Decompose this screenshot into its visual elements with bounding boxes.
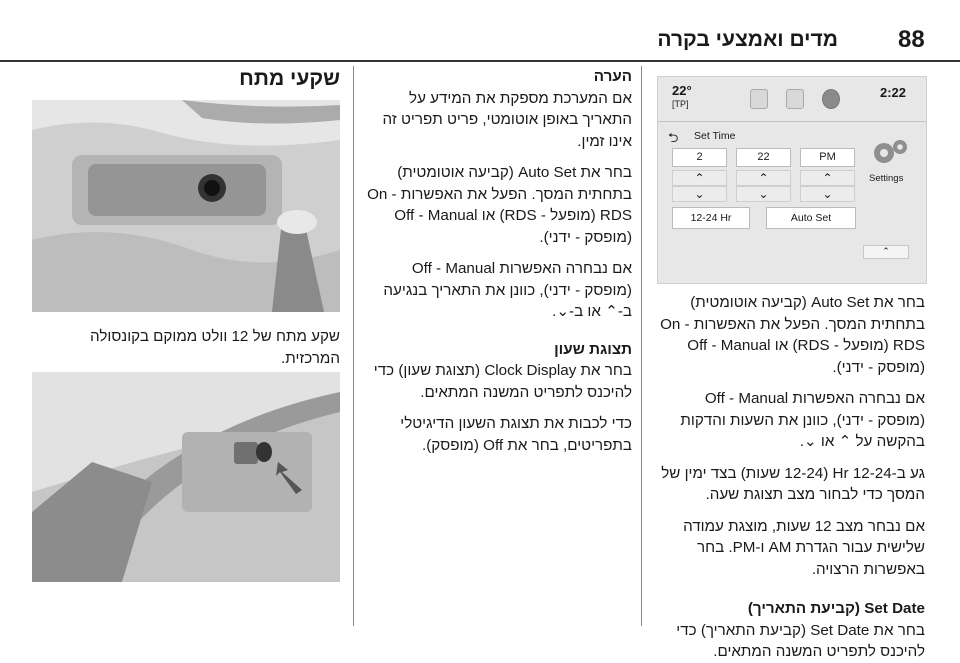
- set-date-heading: Set Date (קביעת התאריך): [747, 600, 925, 617]
- date-manual-paragraph: אם נבחרה האפשרות Off - Manual (מופסק - ידני), כוונן את התאריך בנגיעה ב-⌃ או ב-⌄.: [383, 260, 632, 320]
- caption: שקע מתח של 12 וולט ממוקם בקונסולה המרכזית.: [90, 328, 340, 367]
- status-bar: [658, 77, 926, 122]
- minute-down-button[interactable]: ⌄: [736, 186, 791, 202]
- clock-display-heading: תצוגת שעון: [554, 340, 632, 358]
- info-icon[interactable]: [822, 89, 840, 109]
- note-body: אם המערכת מספקת את המידע על התאריך באופן אוטומטי, פריט תפריט זה אינו זמין.: [382, 89, 632, 150]
- mode-12-24-button[interactable]: 12-24 Hr: [672, 207, 750, 229]
- set-date-paragraph: בחר את Set Date (קביעת התאריך) כדי להיכנס לתפריט המשנה המתאים.: [676, 621, 925, 660]
- collapse-button[interactable]: ⌃: [863, 245, 909, 259]
- back-icon[interactable]: ⮌: [668, 130, 679, 145]
- hour-field: 2: [672, 148, 727, 167]
- temperature: 22°: [672, 83, 692, 98]
- minute-field: 22: [736, 148, 791, 167]
- note-title: הערה: [593, 68, 632, 85]
- tp-indicator: [TP]: [672, 99, 689, 109]
- clock-readout: 2:22: [880, 85, 907, 100]
- minute-up-button[interactable]: ⌃: [736, 170, 791, 186]
- screen-title: Set Time: [694, 130, 736, 142]
- hour-down-button[interactable]: ⌄: [672, 186, 727, 202]
- ampm-up-button[interactable]: ⌃: [800, 170, 855, 186]
- settings-gear-icon[interactable]: [868, 135, 912, 171]
- mode-12-24-paragraph: גע ב-12-24 Hr (12-24 שעות) בצד ימין של המסך כדי לבחור מצב תצוגת שעה.: [661, 464, 925, 503]
- trunk-outlet-photo: [32, 372, 340, 582]
- auto-set-paragraph: בחר את Auto Set (קביעה אוטומטית) בתחתית המסך. הפעל את האפשרות On - RDS (מופעל - RDS) או Off - Manual (מופסק - ידני).: [660, 294, 925, 376]
- power-outlets-heading: שקעי מתח: [239, 67, 340, 90]
- infotainment-screen: [657, 76, 927, 284]
- column-divider-right: [641, 66, 642, 626]
- manual-time-paragraph: אם נבחרה האפשרות Off - Manual (מופסק - ידני), כוונן את השעות והדקות בהקשה על ⌃ או ⌄.: [680, 390, 925, 450]
- right-column-text: [655, 292, 925, 663]
- auto-set-button[interactable]: Auto Set: [766, 207, 856, 229]
- ampm-down-button[interactable]: ⌄: [800, 186, 855, 202]
- middle-column-text: [366, 66, 632, 456]
- hour-up-button[interactable]: ⌃: [672, 170, 727, 186]
- phone-icon[interactable]: [786, 89, 804, 109]
- settings-label: Settings: [869, 173, 904, 184]
- am-pm-paragraph: אם נבחר מצב 12 שעות, מוצגת עמודה שלישית עבור הגדרת AM ו-PM. בחר באפשרות הרצויה.: [683, 517, 925, 578]
- music-icon[interactable]: [750, 89, 768, 109]
- console-outlet-photo: [32, 100, 340, 312]
- page-number: 88: [898, 26, 925, 53]
- ampm-field: PM: [800, 148, 855, 167]
- column-divider-left: [353, 66, 354, 626]
- date-auto-set-paragraph: בחר את Auto Set (קביעה אוטומטית) בתחתית המסך. הפעל את האפשרות On - RDS (מופעל - RDS) או Off - Manual (מופסק - ידני).: [367, 164, 632, 246]
- clock-display-paragraph: בחר את Clock Display (תצוגת שעון) כדי להיכנס לתפריט המשנה המתאים.: [373, 362, 632, 401]
- header-rule: [0, 60, 960, 62]
- running-title: מדים ואמצעי בקרה: [657, 28, 838, 51]
- clock-off-paragraph: כדי לכבות את תצוגת השעון הדיגיטלי בתפריטים, בחר את Off (מופסק).: [400, 415, 632, 454]
